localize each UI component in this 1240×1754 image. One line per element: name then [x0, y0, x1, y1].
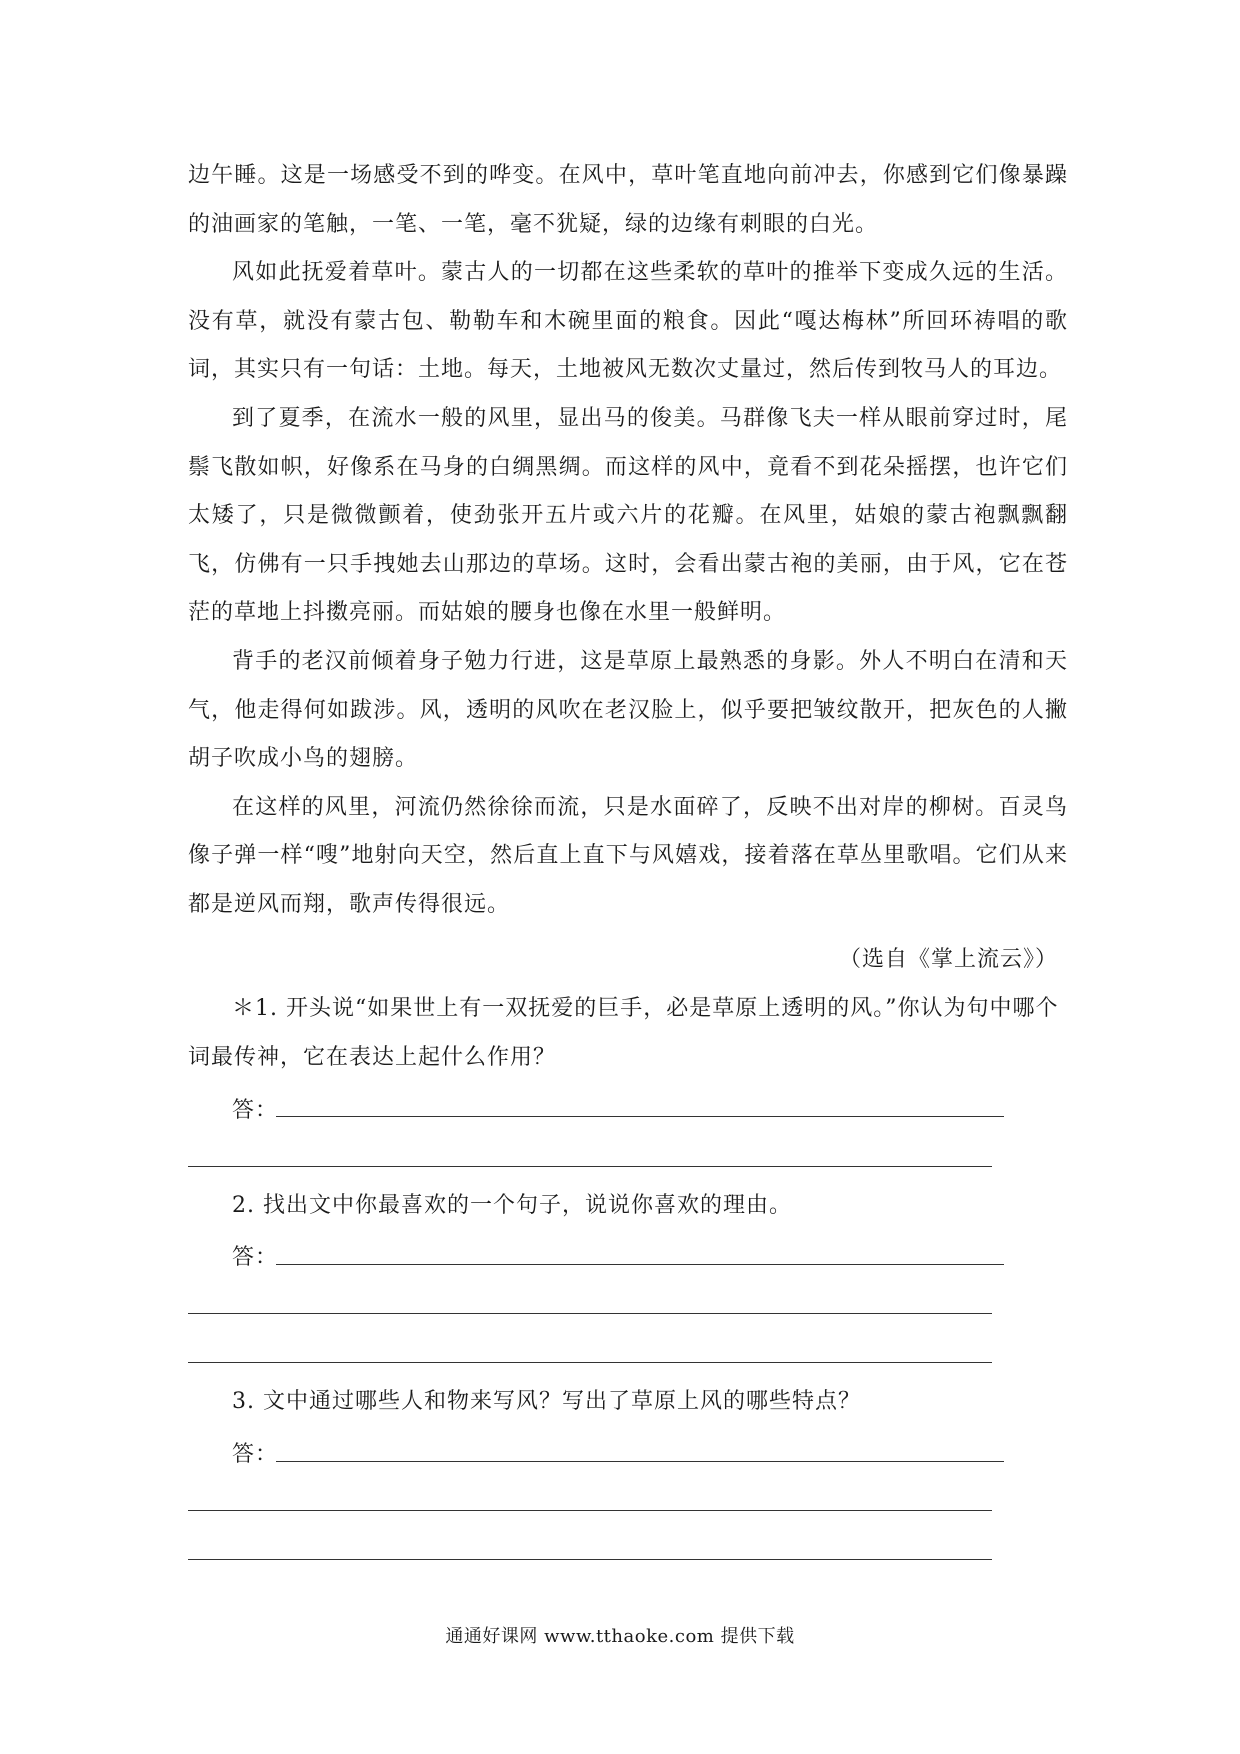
page-footer: 通通好课网 www.tthaoke.com 提供下载 [445, 1626, 795, 1647]
answer-line-3a[interactable] [276, 1461, 1004, 1462]
answer-line-2c[interactable] [188, 1362, 992, 1363]
question-3: 3. 文中通过哪些人和物来写风？写出了草原上风的哪些特点？ [232, 1389, 861, 1414]
passage [188, 152, 1068, 930]
answer-line-3b[interactable] [188, 1510, 992, 1511]
answer-label-1: 答： [232, 1098, 279, 1123]
passage-paragraph-5: 在这样的风里，河流仍然徐徐而流，只是水面碎了，反映不出对岸的柳树。百灵鸟像子弹一样“嗖”地射向天空，然后直上直下与风嬉戏，接着落在草丛里歌唱。它们从来都是逆风而翔，歌声传得很远。 [188, 794, 1068, 917]
answer-line-1a[interactable] [276, 1116, 1004, 1117]
passage-paragraph-4: 背手的老汉前倾着身子勉力行进，这是草原上最熟悉的身影。外人不明白在清和天气，他走得何如跋涉。风，透明的风吹在老汉脸上，似乎要把皱纹散开，把灰色的人撇胡子吹成小鸟的翅膀。 [188, 648, 1068, 772]
answer-line-1b[interactable] [188, 1166, 992, 1167]
answer-label-3: 答： [232, 1442, 279, 1467]
answer-line-2b[interactable] [188, 1313, 992, 1314]
passage-paragraph-2: 风如此抚爱着草叶。蒙古人的一切都在这些柔软的草叶的推举下变成久远的生活。没有草，就没有蒙古包、勒勒车和木碗里面的粮食。因此“嘎达梅林”所回环祷唱的歌词，其实只有一句话：土地。每天，土地被风无数次丈量过，然后传到牧马人的耳边。 [188, 260, 1068, 383]
answer-line-2a[interactable] [276, 1264, 1004, 1265]
passage-paragraph-3: 到了夏季，在流水一般的风里，显出马的俊美。马群像飞夫一样从眼前穿过时，尾鬃飞散如帜，好像系在马身的白绸黑绸。而这样的风中，竟看不到花朵摇摆，也许它们太矮了，只是微微颤着，使劲张开五片或六片的花瓣。在风里，姑娘的蒙古袍飘飘翻飞，仿佛有一只手拽她去山那边的草场。这时，会看出蒙古袍的美丽，由于风，它在苍茫的草地上抖擞亮丽。而姑娘的腰身也像在水里一般鲜明。 [188, 405, 1068, 626]
answer-label-2: 答： [232, 1245, 279, 1270]
passage-source: （选自《掌上流云》） [838, 947, 1058, 972]
passage-paragraph-1: 边午睡。这是一场感受不到的哗变。在风中，草叶笔直地向前冲去，你感到它们像暴躁的油画家的笔触，一笔、一笔，毫不犹疑，绿的边缘有刺眼的白光。 [188, 163, 1068, 237]
question-1: ＊1. 开头说“如果世上有一双抚爱的巨手，必是草原上透明的风。”你认为句中哪个词最传神，它在表达上起什么作用？ [188, 996, 1059, 1070]
answer-line-3c[interactable] [188, 1559, 992, 1560]
question-2: 2. 找出文中你最喜欢的一个句子，说说你喜欢的理由。 [232, 1193, 792, 1218]
